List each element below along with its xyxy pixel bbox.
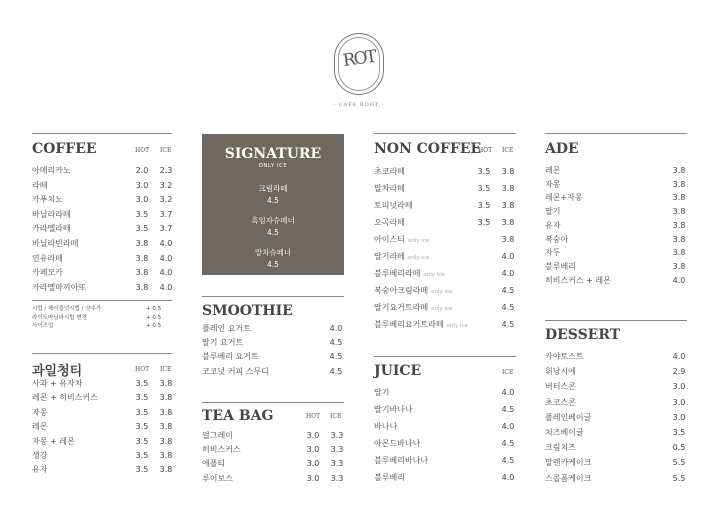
menu-item	[545, 191, 687, 205]
item-price: 4.5	[329, 366, 343, 376]
item-name: 히비스커스 + 레몬	[545, 275, 611, 285]
menu-item	[545, 260, 687, 274]
signature-item-price: 4.5	[267, 196, 279, 205]
menu-item	[545, 246, 687, 260]
option-name: 사이즈업	[32, 323, 54, 330]
signature-item-price: 4.5	[267, 228, 279, 237]
item-name: 딸기요거트라떼 only ice	[374, 303, 453, 312]
item-price: 3.0	[672, 382, 686, 392]
item-name: 초코라떼	[374, 167, 405, 176]
option-line	[32, 322, 172, 331]
ice-price: 4.5	[501, 303, 515, 312]
item-price: 4.0	[672, 275, 686, 285]
item-name: 사과 + 유자차	[32, 379, 83, 388]
menu-item	[202, 336, 344, 350]
item-name: 블루베리	[545, 261, 576, 271]
hot-header: HOT	[135, 147, 150, 154]
item-note: only ice	[431, 289, 453, 295]
item-name: 딸기	[374, 388, 390, 397]
hot-price: 3.5	[135, 436, 149, 446]
menu-item	[545, 426, 687, 440]
hot-price: 3.5	[135, 209, 149, 219]
menu-item	[374, 233, 516, 247]
item-price: 4.5	[501, 456, 515, 465]
item-name: 코코넛 커피 스무디	[202, 366, 269, 376]
item-price: 5.5	[672, 458, 686, 468]
menu-item	[545, 365, 687, 379]
menu-item	[202, 472, 344, 486]
item-price: 3.8	[672, 166, 686, 175]
item-name: 카라멜라떼	[32, 224, 71, 234]
ice-price: 4.0	[159, 268, 173, 278]
item-name: 오곡라떼	[374, 218, 405, 227]
smoothie-section	[202, 296, 344, 386]
item-name: 레몬 + 히비스커스	[32, 393, 98, 403]
item-name: 크림치즈	[545, 443, 576, 453]
juice-section	[374, 356, 516, 496]
section-title: JUICE	[374, 363, 422, 379]
hot-price: 3.5	[135, 224, 149, 234]
item-name: 플레인베이글	[545, 412, 592, 422]
item-name: 카라멜마끼아또	[32, 282, 87, 292]
hot-price: 3.5	[477, 167, 491, 176]
signature-item-name: 크림라떼	[258, 184, 288, 193]
item-price: 5.5	[672, 473, 686, 483]
item-name: 블루베리라떼 only ice	[374, 269, 445, 278]
signature-box	[202, 134, 344, 275]
ice-price: 4.0	[501, 252, 515, 261]
option-price: + 0.5	[146, 314, 162, 321]
item-name: 유자	[32, 465, 48, 475]
item-name: 복숭아	[545, 234, 569, 244]
menu-item	[374, 420, 516, 434]
item-name: 치즈베이글	[545, 428, 584, 437]
ice-price: 3.8	[501, 167, 515, 176]
menu-item	[374, 250, 516, 264]
ice-price: 3.2	[159, 180, 173, 190]
menu-item	[32, 193, 172, 207]
menu-item	[202, 457, 344, 471]
item-note: only ice	[446, 323, 468, 329]
item-name: 아이스티 only ice	[374, 235, 430, 244]
ice-price: 3.3	[330, 459, 344, 469]
hot-price: 3.0	[306, 431, 320, 440]
menu-item	[545, 350, 687, 364]
item-price: 3.8	[672, 207, 686, 217]
hot-price: 3.0	[306, 459, 320, 469]
ice-price: 3.8	[501, 235, 515, 244]
ice-price: 3.3	[330, 445, 344, 455]
section-title: TEA BAG	[202, 408, 274, 424]
item-price: 4.0	[501, 422, 515, 431]
menu-item	[374, 199, 516, 213]
menu-item	[374, 437, 516, 451]
item-name: 딸기바나나	[374, 405, 413, 414]
coffee-options	[32, 300, 172, 331]
hot-price: 3.5	[135, 451, 149, 460]
ice-price: 3.8	[159, 379, 173, 388]
item-price: 3.8	[672, 193, 686, 203]
menu-item	[32, 266, 172, 280]
item-price: 3.0	[672, 412, 686, 422]
hot-price: 3.5	[135, 379, 149, 388]
item-name: 자몽 + 레몬	[32, 436, 75, 446]
item-name: 블루베리	[374, 473, 405, 482]
item-price: 3.0	[672, 397, 686, 407]
hot-price: 3.5	[135, 465, 149, 475]
non-coffee-section	[374, 133, 516, 343]
menu-item	[32, 222, 172, 236]
item-name: 애플티	[202, 459, 226, 469]
ice-price: 3.8	[159, 465, 173, 475]
item-name: 자몽	[545, 179, 561, 189]
item-name: 루이보스	[202, 473, 233, 483]
coffee-section	[32, 133, 172, 293]
hot-price: 3.5	[477, 184, 491, 193]
item-name: 자몽	[32, 407, 48, 417]
hot-price: 3.8	[135, 239, 149, 248]
menu-item	[545, 178, 687, 192]
hot-price: 3.8	[135, 253, 149, 263]
fruit-tea-section	[32, 353, 172, 493]
menu-item	[374, 182, 516, 196]
ice-price: 4.5	[501, 286, 515, 295]
hot-price: 3.5	[135, 422, 149, 432]
signature-title: SIGNATURE	[224, 146, 322, 162]
item-name: 라떼	[32, 180, 48, 190]
menu-item	[32, 391, 172, 405]
cafe-logo	[334, 33, 384, 95]
menu-item	[32, 449, 172, 463]
menu-item	[32, 463, 172, 477]
menu-item	[32, 420, 172, 434]
menu-item	[374, 403, 516, 417]
item-name: 연유라떼	[32, 253, 63, 263]
item-note: only ice	[431, 306, 453, 312]
option-line	[32, 305, 172, 314]
item-name: 토피넛라떼	[374, 201, 413, 210]
ice-price: 3.7	[159, 224, 173, 234]
item-price: 3.8	[672, 261, 686, 271]
ice-price: 3.8	[159, 451, 173, 460]
dessert-section	[545, 320, 687, 495]
option-name: 라이트바닐라시럽 변경	[32, 314, 87, 321]
menu-item	[374, 284, 516, 298]
item-price: 3.8	[672, 234, 686, 244]
item-price: 4.5	[329, 338, 343, 348]
menu-item	[374, 301, 516, 315]
menu-item	[545, 233, 687, 247]
option-price: + 0.5	[146, 306, 162, 313]
item-name: 말렌카케이크	[545, 458, 592, 468]
menu-item	[32, 281, 172, 295]
menu-item	[545, 411, 687, 425]
item-name: 카야토스트	[545, 352, 584, 361]
section-title: SMOOTHIE	[202, 303, 293, 319]
item-name: 딸기	[545, 207, 561, 217]
ice-price: 3.7	[159, 209, 173, 219]
menu-item	[545, 380, 687, 394]
item-name: 스콥폼케이크	[545, 473, 592, 483]
item-name: 버터스콘	[545, 382, 576, 392]
hot-header: HOT	[478, 147, 493, 154]
menu-item	[202, 443, 344, 457]
ice-price: 3.8	[159, 407, 173, 417]
item-name: 블루베리 요거트	[202, 352, 259, 362]
menu-item	[545, 456, 687, 470]
item-note: only ice	[423, 272, 445, 278]
hot-price: 3.0	[306, 445, 320, 455]
menu-item	[374, 386, 516, 400]
signature-subtitle: ONLY ICE	[258, 163, 288, 169]
hot-price: 3.5	[477, 201, 491, 210]
menu-item	[32, 252, 172, 266]
item-name: 바닐라라떼	[32, 209, 71, 219]
item-name: 말차라떼	[374, 184, 405, 193]
ice-price: 3.8	[501, 218, 515, 227]
item-price: 4.0	[672, 352, 686, 361]
item-price: 3.8	[672, 179, 686, 189]
hot-price: 3.8	[135, 282, 149, 292]
item-price: 4.0	[501, 388, 515, 397]
item-name: 복숭아크림라떼 only ice	[374, 286, 453, 295]
item-name: 카푸치노	[32, 195, 63, 205]
menu-item	[545, 472, 687, 486]
option-name: 시럽 / 헤이즐넛시럽 / 샷추가	[32, 306, 102, 313]
ice-price: 3.8	[159, 393, 173, 403]
item-name: 생강	[32, 451, 48, 460]
menu-item	[545, 219, 687, 233]
ice-header: ICE	[330, 413, 342, 420]
ice-price: 4.5	[501, 320, 515, 329]
ice-price: 3.3	[330, 431, 344, 440]
section-title: 과일청티	[32, 364, 83, 379]
item-name: 레몬+자몽	[545, 193, 583, 203]
ade-section	[545, 133, 687, 303]
item-name: 플레인 요거트	[202, 324, 251, 333]
hot-price: 3.0	[135, 180, 149, 190]
menu-item	[545, 441, 687, 455]
menu-item	[202, 429, 344, 443]
ice-price: 4.0	[159, 253, 173, 263]
hot-price: 3.5	[135, 393, 149, 403]
item-name: 바닐라빈라떼	[32, 239, 79, 248]
ice-header: ICE	[160, 366, 172, 373]
item-name: 딸기라떼 only ice	[374, 252, 430, 261]
item-price: 4.0	[329, 324, 343, 333]
item-price: 3.5	[672, 428, 686, 437]
item-price: 4.0	[501, 473, 515, 482]
menu-item	[32, 406, 172, 420]
hot-price: 3.0	[306, 473, 320, 483]
ice-price: 3.8	[159, 436, 173, 446]
logo-mark: ROT	[341, 46, 377, 72]
hot-price: 3.8	[135, 268, 149, 278]
menu-item	[374, 454, 516, 468]
ice-price: 4.0	[501, 269, 515, 278]
item-name: 유자	[545, 220, 561, 230]
menu-item	[545, 205, 687, 219]
menu-item	[32, 208, 172, 222]
item-name: 휘낭시에	[545, 367, 576, 377]
section-title: COFFEE	[32, 141, 97, 157]
signature-item-name: 말차슈페너	[254, 248, 292, 257]
menu-item	[374, 471, 516, 485]
item-name: 블루베리요거트라떼 only ice	[374, 320, 468, 329]
item-name: 레몬	[32, 422, 48, 432]
item-name: 딸기 요거트	[202, 338, 244, 348]
item-note: only ice	[407, 255, 430, 261]
ice-header: ICE	[160, 147, 172, 154]
item-name: 얼그레이	[202, 431, 233, 440]
section-title: DESSERT	[545, 327, 621, 343]
item-name: 레몬	[545, 166, 561, 175]
item-price: 3.8	[672, 220, 686, 230]
menu-item	[374, 318, 516, 332]
ice-price: 3.8	[501, 201, 515, 210]
item-name: 아몬드바나나	[374, 439, 421, 448]
ice-price: 3.3	[330, 473, 344, 483]
ice-header: ICE	[502, 369, 514, 376]
hot-price: 3.5	[477, 218, 491, 227]
menu-item	[202, 322, 344, 336]
menu-item	[374, 216, 516, 230]
menu-item	[545, 164, 687, 178]
item-name: 블루베리바나나	[374, 456, 429, 465]
item-price: 3.8	[672, 248, 686, 258]
item-name: 카페모카	[32, 268, 63, 278]
menu-item	[32, 179, 172, 193]
menu-item	[32, 164, 172, 178]
menu-item	[374, 165, 516, 179]
item-note: only ice	[407, 238, 430, 244]
item-name: 아메리카노	[32, 166, 71, 175]
ice-price: 4.0	[159, 239, 173, 248]
menu-item	[374, 267, 516, 281]
hot-price: 3.5	[135, 407, 149, 417]
item-name: 자두	[545, 248, 561, 258]
hot-header: HOT	[135, 366, 150, 373]
menu-item	[202, 365, 344, 379]
section-title: NON COFFEE	[374, 141, 482, 157]
menu-item	[545, 396, 687, 410]
tea-bag-section	[202, 402, 344, 492]
item-price: 4.5	[501, 405, 515, 414]
ice-price: 3.8	[501, 184, 515, 193]
ice-price: 2.3	[159, 166, 173, 175]
hot-price: 2.0	[135, 166, 149, 175]
ice-header: ICE	[502, 147, 514, 154]
hot-header: HOT	[306, 413, 321, 420]
item-name: 바나나	[374, 422, 398, 431]
signature-item-price: 4.5	[267, 260, 279, 269]
item-price: 0.5	[672, 443, 686, 453]
menu-item	[32, 435, 172, 449]
ice-price: 3.8	[159, 422, 173, 432]
option-price: + 0.5	[146, 323, 162, 330]
menu-item	[32, 237, 172, 251]
menu-item	[32, 377, 172, 391]
signature-item-name: 흑임자슈페너	[251, 216, 295, 225]
item-price: 4.5	[329, 352, 343, 362]
item-name: 히비스커스	[202, 445, 241, 455]
hot-price: 3.0	[135, 195, 149, 205]
logo-caption: - CAFE ROOT -	[333, 102, 385, 108]
ice-price: 4.0	[159, 282, 173, 292]
section-title: ADE	[545, 141, 579, 157]
item-price: 4.5	[501, 439, 515, 448]
menu-item	[545, 274, 687, 288]
item-name: 초코스콘	[545, 397, 576, 407]
item-price: 2.9	[672, 367, 686, 377]
menu-item	[202, 350, 344, 364]
ice-price: 3.2	[159, 195, 173, 205]
option-line	[32, 314, 172, 323]
